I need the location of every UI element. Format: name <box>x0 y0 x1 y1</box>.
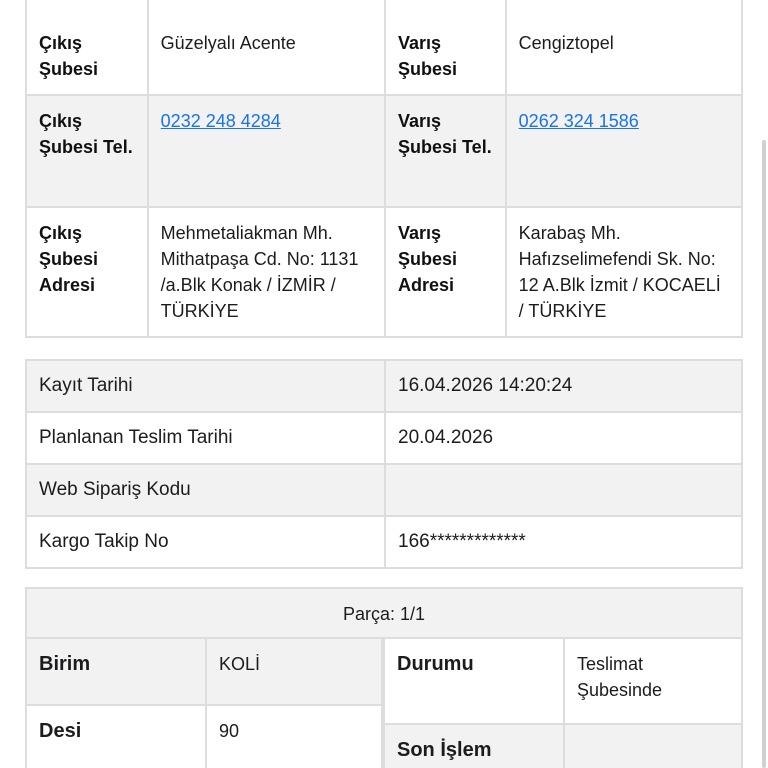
parca-desi-label: Desi <box>26 705 206 768</box>
origin-branch-label: Çıkış Şubesi <box>26 0 148 95</box>
dest-tel-label: Varış Şubesi Tel. <box>385 95 506 207</box>
dates-row-value <box>385 464 742 516</box>
table-row <box>26 516 742 568</box>
table-row <box>26 412 742 464</box>
parca-last-action-value <box>564 724 742 768</box>
table-row <box>384 638 742 724</box>
branch-tel-row <box>26 95 742 207</box>
origin-tel-label: Çıkış Şubesi Tel. <box>26 95 148 207</box>
dates-row-value: 16.04.2026 14:20:24 <box>385 360 742 412</box>
branch-info-table <box>25 0 743 338</box>
branch-address-row <box>26 207 742 337</box>
dates-row-label: Planlanan Teslim Tarihi <box>26 412 385 464</box>
table-row <box>26 360 742 412</box>
dates-row-label: Web Sipariş Kodu <box>26 464 385 516</box>
parca-last-action-label: Son İşlem <box>384 724 564 768</box>
table-row <box>26 705 382 768</box>
parca-status-label: Durumu <box>384 638 564 724</box>
origin-tel-link[interactable]: 0232 248 4284 <box>160 111 281 131</box>
parca-status-value: Teslimat Şubesinde <box>564 638 742 724</box>
dest-tel-cell <box>506 95 742 207</box>
dest-branch-value: Cengiztopel <box>506 0 742 95</box>
dates-row-value: 166************* <box>385 516 742 568</box>
dest-branch-label: Varış Şubesi <box>385 0 506 95</box>
parca-unit-label: Birim <box>26 638 206 705</box>
dest-address-label: Varış Şubesi Adresi <box>385 207 506 337</box>
dates-row-value: 20.04.2026 <box>385 412 742 464</box>
dest-address-value: Karabaş Mh. Hafızselimefendi Sk. No: 12 A.Blk İzmit / KOCAELİ / TÜRKİYE <box>506 207 742 337</box>
parca-left-table <box>25 637 383 768</box>
origin-address-value: Mehmetaliakman Mh. Mithatpaşa Cd. No: 1131 /a.Blk Konak / İZMİR / TÜRKİYE <box>148 207 385 337</box>
parca-header: Parça: 1/1 <box>25 587 743 639</box>
table-row <box>26 638 382 705</box>
origin-branch-value: Güzelyalı Acente <box>148 0 385 95</box>
table-row <box>384 724 742 768</box>
branch-name-row <box>26 0 742 95</box>
parca-unit-value: KOLİ <box>206 638 382 705</box>
dates-row-label: Kargo Takip No <box>26 516 385 568</box>
dest-tel-link[interactable]: 0262 324 1586 <box>518 111 639 131</box>
dates-row-label: Kayıt Tarihi <box>26 360 385 412</box>
table-row <box>26 464 742 516</box>
origin-tel-cell <box>148 95 385 207</box>
origin-address-label: Çıkış Şubesi Adresi <box>26 207 148 337</box>
parca-desi-value: 90 <box>206 705 382 768</box>
parca-right-table <box>383 637 743 768</box>
vertical-scrollbar[interactable] <box>762 140 766 768</box>
shipment-dates-table <box>25 359 743 569</box>
